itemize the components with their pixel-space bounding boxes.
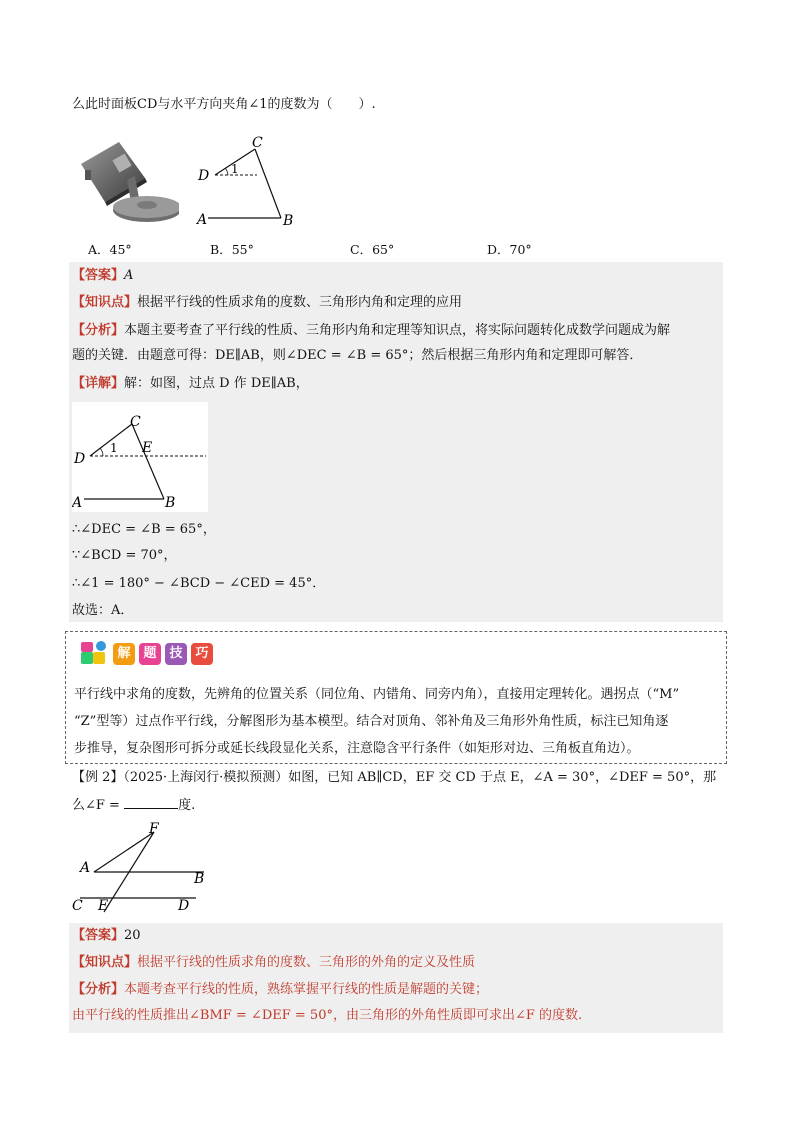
tip-title-char-1: 解	[113, 643, 135, 665]
tablet-stand-image	[75, 122, 179, 230]
tip-title-char-4: 巧	[191, 643, 213, 665]
tip-title-char-2: 题	[139, 643, 161, 665]
analysis-1-line-1: 【分析】本题主要考查了平行线的性质、三角形内角和定理等知识点，将实际问题转化成数学问题成为解	[72, 323, 671, 338]
analysis-1-line-2: 题的关键．由题意可得：DE∥AB，则∠DEC = ∠B = 65°；然后根据三角形内角和定理即可解答．	[72, 348, 643, 363]
triangle-figure-1	[195, 128, 305, 233]
analysis-2-line-1: 【分析】本题考查平行线的性质，熟练掌握平行线的性质是解题的关键；	[72, 982, 489, 997]
option-a[interactable]: A．45°	[88, 242, 132, 257]
step-2: ∵∠BCD = 70°，	[72, 548, 177, 563]
tip-title-char-3: 技	[165, 643, 187, 665]
option-d[interactable]: D．70°	[487, 242, 532, 257]
label-F: F	[149, 821, 159, 837]
conclusion-1: 故选：A．	[72, 603, 134, 618]
knowledge-point-2: 【知识点】根据平行线的性质求角的度数、三角形的外角的定义及性质	[72, 955, 476, 970]
step-3: ∴∠1 = 180° − ∠BCD − ∠CED = 45°．	[72, 576, 326, 591]
example-2-line-2: 么∠F = 度.	[72, 794, 195, 816]
label-A: A	[72, 495, 83, 511]
label-A: A	[80, 860, 91, 876]
label-D: D	[178, 898, 190, 914]
puzzle-icon	[79, 640, 109, 668]
step-1: ∴∠DEC = ∠B = 65°，	[72, 522, 216, 537]
label-D: D	[198, 168, 210, 184]
answer-2: 【答案】20	[72, 928, 141, 943]
label-A: A	[197, 212, 208, 228]
label-E: E	[142, 440, 153, 456]
label-angle-1: 1	[231, 162, 239, 176]
label-angle-1: 1	[110, 441, 118, 455]
label-D: D	[74, 451, 86, 467]
parallel-lines-figure	[70, 820, 220, 916]
label-B: B	[194, 871, 205, 887]
question-text: 么此时面板CD与水平方向夹角∠1的度数为（ ）.	[72, 97, 376, 112]
detail-1: 【详解】解：如图，过点 D 作 DE∥AB，	[72, 376, 309, 391]
label-C: C	[130, 414, 141, 430]
analysis-2-line-2: 由平行线的性质推出∠BMF = ∠DEF = 50°，由三角形的外角性质即可求出∠F 的度数.	[72, 1008, 583, 1023]
label-B: B	[165, 495, 176, 511]
label-C: C	[72, 898, 83, 914]
option-c[interactable]: C．65°	[350, 242, 395, 257]
label-C: C	[252, 135, 263, 151]
tip-line-2: “Z”型等）过点作平行线，分解图形为基本模型。结合对顶角、邻补角及三角形外角性质，标注已知角逐	[74, 714, 669, 729]
tip-line-1: 平行线中求角的度数，先辨角的位置关系（同位角、内错角、同旁内角），直接用定理转化。遇拐点（“M”	[74, 687, 680, 702]
triangle-figure-2	[72, 402, 208, 512]
option-b[interactable]: B．55°	[210, 242, 254, 257]
label-E: E	[98, 898, 109, 914]
example-2-line-1: 【例 2】（2025·上海闵行·模拟预测）如图，已知 AB∥CD，EF 交 CD 于点 E，∠A = 30°，∠DEF = 50°，那	[72, 770, 717, 785]
label-B: B	[283, 213, 294, 229]
answer-blank[interactable]	[124, 794, 178, 809]
knowledge-point-1: 【知识点】根据平行线的性质求角的度数、三角形内角和定理的应用	[72, 295, 463, 310]
tip-line-3: 步推导，复杂图形可拆分或延长线段显化关系，注意隐含平行条件（如矩形对边、三角板直角边）。	[74, 741, 640, 756]
answer-1: 【答案】A	[72, 268, 134, 283]
